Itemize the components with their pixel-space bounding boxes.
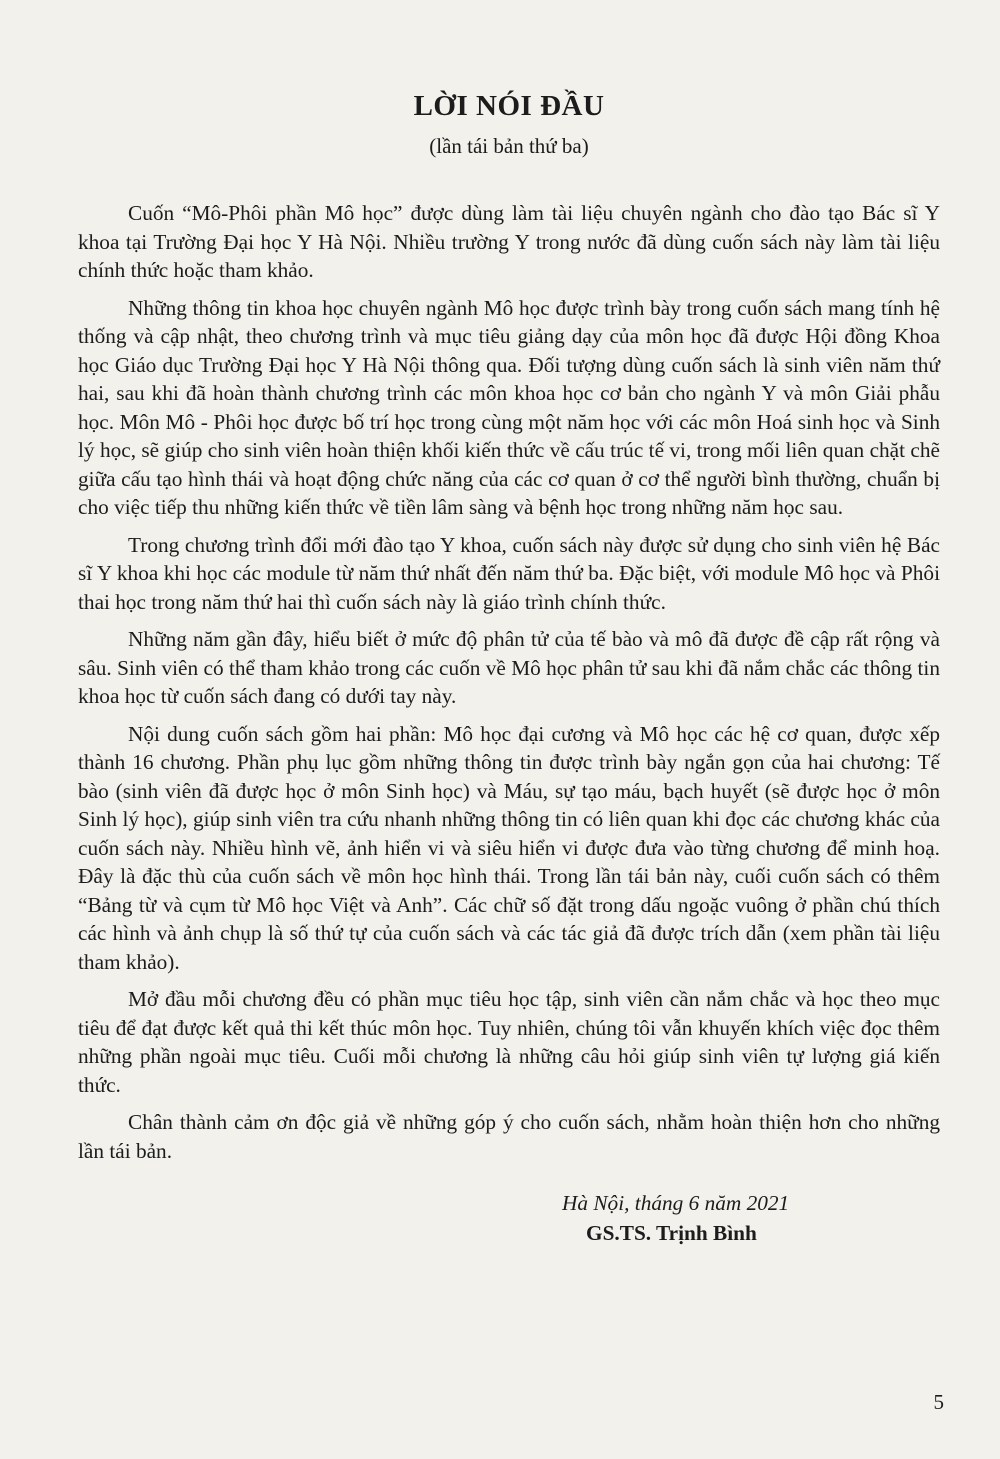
paragraph: Cuốn “Mô-Phôi phần Mô học” được dùng làm tài liệu chuyên ngành cho đào tạo Bác sĩ Y khoa tại Trường Đại học Y Hà Nội. Nhiều trường Y trong nước đã dùng cuốn sách này làm tài liệu chính thức hoặc tham khảo.: [78, 201, 940, 282]
signature-block: [78, 1189, 940, 1247]
document-page: [78, 88, 940, 1247]
paragraph: Mở đầu mỗi chương đều có phần mục tiêu học tập, sinh viên cần nắm chắc và học theo mục tiêu để đạt được kết quả thi kết thúc môn học. Tuy nhiên, chúng tôi vẫn khuyến khích việc đọc thêm những phần ngoài mục tiêu. Cuối mỗi chương là những câu hỏi giúp sinh viên tự lượng giá kiến thức.: [78, 987, 940, 1097]
signature-author: GS.TS. Trịnh Bình: [586, 1221, 757, 1245]
page-subtitle: (lần tái bản thứ ba): [429, 134, 589, 158]
page-title: LỜI NÓI ĐẦU: [413, 90, 605, 122]
paragraph: Nội dung cuốn sách gồm hai phần: Mô học đại cương và Mô học các hệ cơ quan, được xếp thành 16 chương. Phần phụ lục gồm những thông tin được trình bày ngắn gọn của hai chương: Tế bào (sinh viên đã được học ở môn Sinh học) và Máu, sự tạo máu, bạch huyết (sẽ được học ở môn Sinh lý học), giúp sinh viên tra cứu nhanh những thông tin có liên quan khi đọc các chương khác của cuốn sách này. Nhiều hình vẽ, ảnh hiển vi và siêu hiển vi được đưa vào từng chương để minh hoạ. Đây là đặc thù của cuốn sách về môn học hình thái. Trong lần tái bản này, cuối cuốn sách có thêm “Bảng từ và cụm từ Mô học Việt và Anh”. Các chữ số đặt trong dấu ngoặc vuông ở phần chú thích các hình và ảnh chụp là số thứ tự của cuốn sách và các tác giả đã được trích dẫn (xem phần tài liệu tham khảo).: [78, 721, 940, 974]
signature-place-date: Hà Nội, tháng 6 năm 2021: [562, 1191, 790, 1215]
paragraph: Trong chương trình đổi mới đào tạo Y khoa, cuốn sách này được sử dụng cho sinh viên hệ Bác sĩ Y khoa khi học các module từ năm thứ nhất đến năm thứ ba. Đặc biệt, với module Mô học và Phôi thai học trong năm thứ hai thì cuốn sách này là giáo trình chính thức.: [78, 532, 940, 614]
paragraph: Những thông tin khoa học chuyên ngành Mô học được trình bày trong cuốn sách mang tính hệ thống và cập nhật, theo chương trình và mục tiêu giảng dạy của môn học đã được Hội đồng Khoa học Giáo dục Trường Đại học Y Hà Nội thông qua. Đối tượng dùng cuốn sách là sinh viên năm thứ hai, sau khi đã hoàn thành chương trình các môn khoa học cơ bản cho ngành Y và môn Giải phẫu học. Môn Mô - Phôi học được bố trí học trong cùng một năm học với các môn Hoá sinh học và Sinh lý học, sẽ giúp cho sinh viên hoàn thiện khối kiến thức về cấu trúc tế vi, trong mối liên quan chặt chẽ giữa cấu tạo hình thái và hoạt động chức năng của các cơ quan ở cơ thể người bình thường, chuẩn bị cho việc tiếp thu những kiến thức về tiền lâm sàng và bệnh học trong những năm học sau.: [78, 295, 940, 519]
paragraph: Chân thành cảm ơn độc giả về những góp ý cho cuốn sách, nhằm hoàn thiện hơn cho những lần tái bản.: [78, 1110, 940, 1163]
page-number: 5: [933, 1390, 944, 1414]
paragraph: Những năm gần đây, hiểu biết ở mức độ phân tử của tế bào và mô đã được đề cập rất rộng và sâu. Sinh viên có thể tham khảo trong các cuốn về Mô học phân tử sau khi đã nắm chắc các thông tin khoa học từ cuốn sách đang có dưới tay này.: [78, 627, 940, 708]
document-body: [78, 199, 940, 1165]
